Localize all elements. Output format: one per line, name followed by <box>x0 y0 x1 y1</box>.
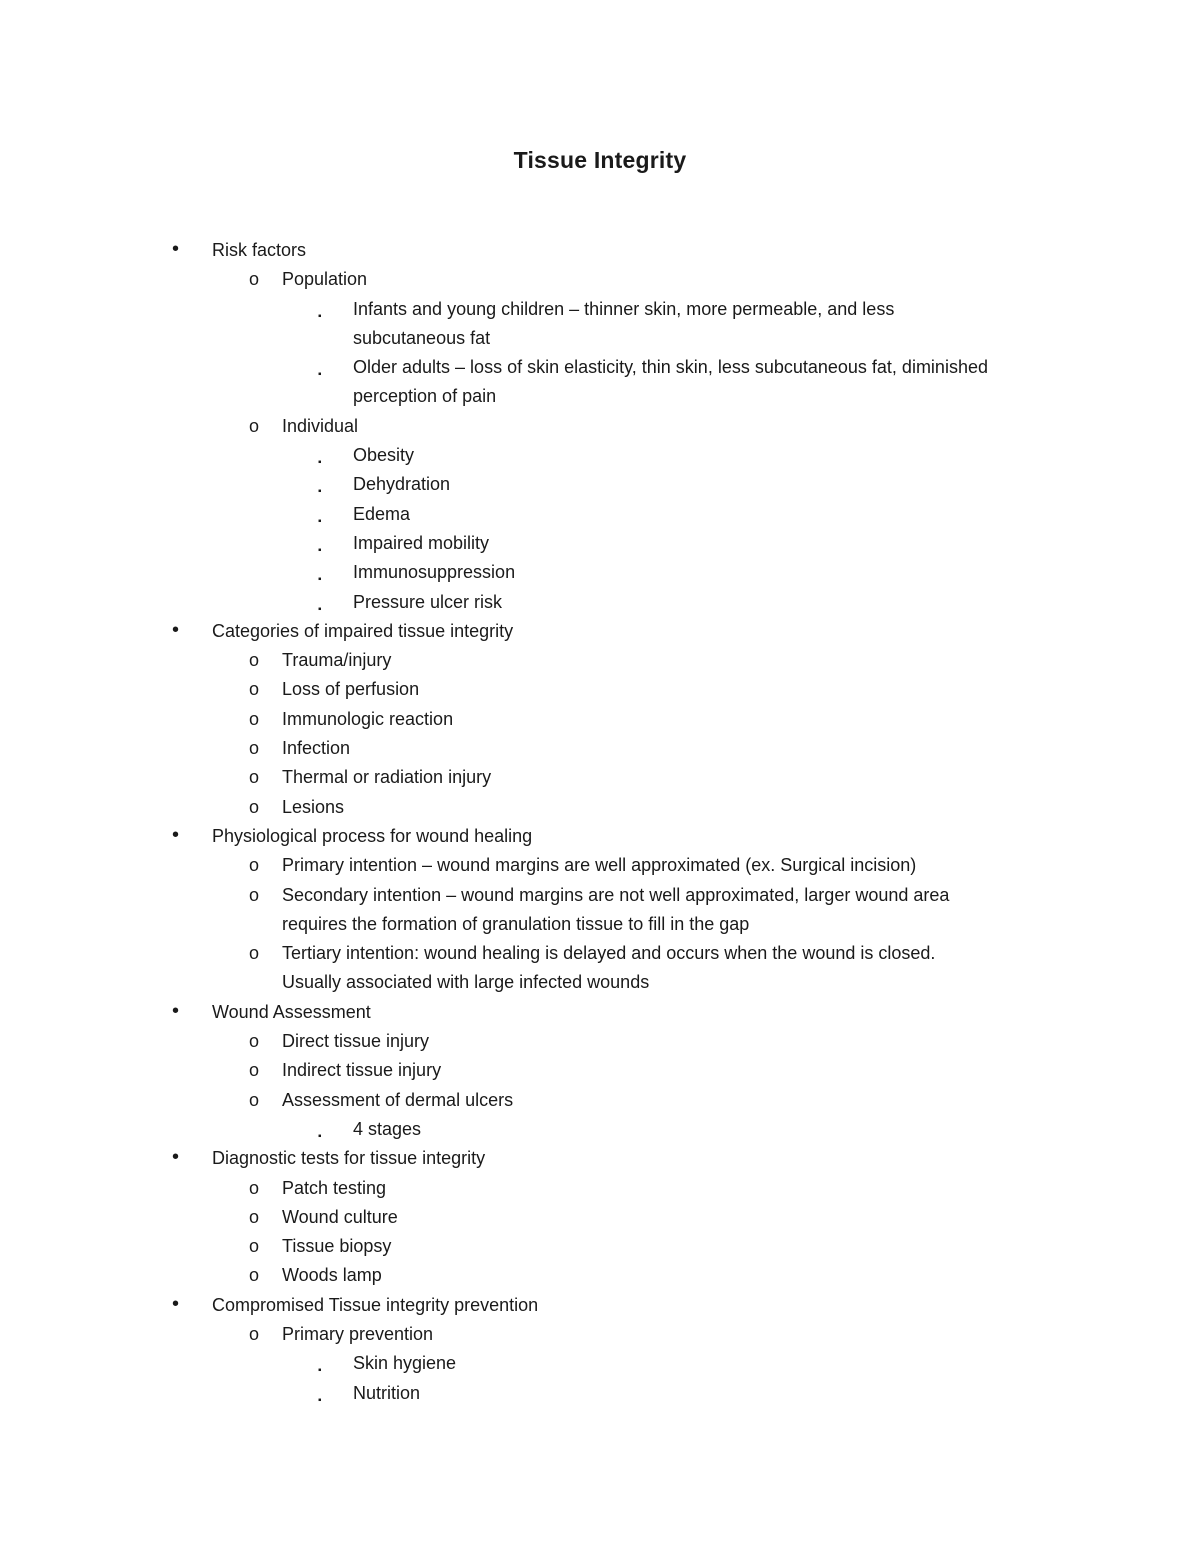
list-item-level-2 <box>0 793 1200 822</box>
bullet-marker-icon: • <box>172 618 180 641</box>
square-marker-icon: ▪ <box>318 544 322 556</box>
list-item-level-2 <box>0 734 1200 763</box>
list-item-text: Trauma/injury <box>282 650 392 671</box>
circle-marker-icon: o <box>249 679 260 700</box>
square-marker-icon: ▪ <box>318 574 322 586</box>
square-marker-icon: ▪ <box>318 457 322 469</box>
circle-marker-icon: o <box>249 1206 260 1227</box>
square-marker-icon: ▪ <box>318 1365 322 1377</box>
circle-marker-icon: o <box>249 855 260 876</box>
circle-marker-icon: o <box>249 708 260 729</box>
list-item-text: Wound culture <box>282 1206 398 1227</box>
list-item-level-1 <box>0 822 1200 851</box>
list-item-continuation <box>0 910 1200 939</box>
list-item-level-2 <box>0 1232 1200 1261</box>
list-item-text: Infants and young children – thinner skin, more permeable, and less <box>353 298 895 319</box>
circle-marker-icon: o <box>249 1060 260 1081</box>
square-marker-icon: ▪ <box>318 1394 322 1406</box>
list-item-level-2 <box>0 1320 1200 1349</box>
list-item-text: Impaired mobility <box>353 532 490 553</box>
list-item-text: Tissue biopsy <box>282 1236 392 1257</box>
circle-marker-icon: o <box>249 650 260 671</box>
circle-marker-icon: o <box>249 767 260 788</box>
list-item-level-2 <box>0 1056 1200 1085</box>
bullet-marker-icon: • <box>172 1146 180 1169</box>
circle-marker-icon: o <box>249 415 260 436</box>
list-item-text: 4 stages <box>353 1118 422 1139</box>
circle-marker-icon: o <box>249 1323 260 1344</box>
circle-marker-icon: o <box>249 1177 260 1198</box>
list-item-level-1 <box>0 236 1200 265</box>
list-item-text: Immunologic reaction <box>282 708 454 729</box>
list-item-level-2 <box>0 265 1200 294</box>
list-item-text: Risk factors <box>212 240 307 260</box>
list-item-text: Infection <box>282 738 351 759</box>
list-item-text: Diagnostic tests for tissue integrity <box>212 1148 486 1169</box>
list-item-text: Direct tissue injury <box>282 1031 430 1052</box>
circle-marker-icon: o <box>249 884 260 905</box>
list-item-level-3 <box>0 295 1200 324</box>
list-item-level-3 <box>0 1115 1200 1144</box>
list-item-level-3 <box>0 500 1200 529</box>
list-item-text: Secondary intention – wound margins are not well approximated, larger wound area <box>282 884 950 905</box>
list-item-text: Individual <box>282 415 359 436</box>
list-item-level-3 <box>0 441 1200 470</box>
list-item-level-2 <box>0 1027 1200 1056</box>
circle-marker-icon: o <box>249 796 260 817</box>
list-item-text: Primary prevention <box>282 1323 434 1344</box>
list-item-level-3 <box>0 529 1200 558</box>
list-item-text: Skin hygiene <box>353 1353 457 1374</box>
list-item-level-2 <box>0 1203 1200 1232</box>
list-item-level-3 <box>0 353 1200 382</box>
list-item-level-2 <box>0 851 1200 880</box>
list-item-continuation <box>0 382 1200 411</box>
circle-marker-icon: o <box>249 943 260 964</box>
list-item-text: Dehydration <box>353 474 451 495</box>
list-item-level-2 <box>0 1086 1200 1115</box>
list-item-level-2 <box>0 646 1200 675</box>
list-item-level-2 <box>0 412 1200 441</box>
list-item-text: Loss of perfusion <box>282 679 420 700</box>
circle-marker-icon: o <box>249 1089 260 1110</box>
list-item-level-2 <box>0 675 1200 704</box>
square-marker-icon: ▪ <box>318 486 322 498</box>
list-item-level-2 <box>0 763 1200 792</box>
list-item-text: Nutrition <box>353 1382 421 1403</box>
list-item-text: Lesions <box>282 796 345 817</box>
square-marker-icon: ▪ <box>318 310 322 322</box>
square-marker-icon: ▪ <box>318 515 322 527</box>
list-item-continuation <box>0 968 1200 997</box>
circle-marker-icon: o <box>249 1265 260 1286</box>
list-item-text: Physiological process for wound healing <box>212 825 533 846</box>
outline-list <box>0 236 1200 1408</box>
list-item-level-2 <box>0 705 1200 734</box>
circle-marker-icon: o <box>249 738 260 759</box>
list-item-text: Categories of impaired tissue integrity <box>212 620 514 641</box>
list-item-level-3 <box>0 1349 1200 1378</box>
list-item-text: Thermal or radiation injury <box>282 767 492 788</box>
list-item-text: Immunosuppression <box>353 562 516 583</box>
list-item-level-1 <box>0 998 1200 1027</box>
list-item-continuation <box>0 324 1200 353</box>
list-item-text: Older adults – loss of skin elasticity, thin skin, less subcutaneous fat, diminished <box>353 357 988 378</box>
square-marker-icon: ▪ <box>318 603 322 615</box>
list-item-text: Pressure ulcer risk <box>353 591 503 612</box>
list-item-text: Wound Assessment <box>212 1001 371 1022</box>
list-item-level-3 <box>0 588 1200 617</box>
bullet-marker-icon: • <box>172 823 180 846</box>
list-item-text: Indirect tissue injury <box>282 1060 442 1081</box>
list-item-text: Population <box>282 269 368 290</box>
list-item-text: Assessment of dermal ulcers <box>282 1089 514 1110</box>
list-item-level-1 <box>0 617 1200 646</box>
list-item-text: Obesity <box>353 445 415 466</box>
circle-marker-icon: o <box>249 1031 260 1052</box>
document-title: Tissue Integrity <box>513 147 687 173</box>
list-item-level-2 <box>0 1174 1200 1203</box>
list-item-level-1 <box>0 1144 1200 1173</box>
list-item-text: subcutaneous fat <box>353 327 491 348</box>
bullet-marker-icon: • <box>172 999 180 1022</box>
list-item-text: perception of pain <box>353 386 497 407</box>
bullet-marker-icon: • <box>172 238 180 260</box>
list-item-level-2 <box>0 939 1200 968</box>
list-item-level-2 <box>0 1261 1200 1290</box>
list-item-text: Woods lamp <box>282 1265 382 1286</box>
square-marker-icon: ▪ <box>318 1130 322 1142</box>
list-item-text: requires the formation of granulation tissue to fill in the gap <box>282 913 750 934</box>
circle-marker-icon: o <box>249 1236 260 1257</box>
list-item-level-3 <box>0 470 1200 499</box>
list-item-level-2 <box>0 881 1200 910</box>
list-item-level-3 <box>0 1379 1200 1408</box>
list-item-text: Compromised Tissue integrity prevention <box>212 1294 539 1315</box>
list-item-text: Patch testing <box>282 1177 387 1198</box>
list-item-text: Tertiary intention: wound healing is delayed and occurs when the wound is closed. <box>282 943 936 964</box>
list-item-text: Edema <box>353 503 411 524</box>
bullet-marker-icon: • <box>172 1292 180 1315</box>
list-item-text: Primary intention – wound margins are well approximated (ex. Surgical incision) <box>282 855 917 876</box>
circle-marker-icon: o <box>249 269 260 290</box>
list-item-level-3 <box>0 558 1200 587</box>
list-item-text: Usually associated with large infected wounds <box>282 972 650 993</box>
square-marker-icon: ▪ <box>318 369 322 381</box>
list-item-level-1 <box>0 1291 1200 1320</box>
